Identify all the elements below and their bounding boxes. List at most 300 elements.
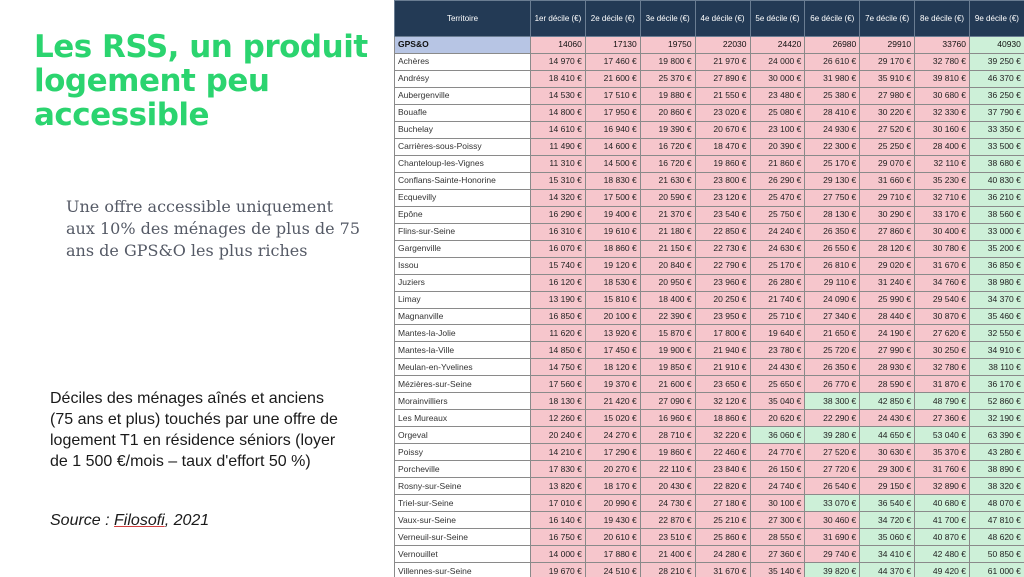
territory-name: GPS&O	[395, 37, 531, 54]
decile-2-value: 17 880 €	[585, 546, 640, 563]
decile-3-value: 19750	[640, 37, 695, 54]
decile-7-value: 28 590 €	[860, 376, 915, 393]
decile-3-value: 19 390 €	[640, 121, 695, 138]
decile-6-value: 31 690 €	[805, 529, 860, 546]
decile-8-value: 42 480 €	[915, 546, 970, 563]
decile-3-value: 23 510 €	[640, 529, 695, 546]
territory-name: Bouafle	[395, 104, 531, 121]
decile-6-value: 33 070 €	[805, 495, 860, 512]
decile-5-value: 35 040 €	[750, 393, 805, 410]
decile-3-value: 19 860 €	[640, 444, 695, 461]
decile-5-value: 24420	[750, 37, 805, 54]
header-decile-6: 6e décile (€)	[805, 1, 860, 37]
decile-3-value: 21 150 €	[640, 240, 695, 257]
territory-name: Conflans-Sainte-Honorine	[395, 172, 531, 189]
decile-7-value: 36 540 €	[860, 495, 915, 512]
decile-6-value: 22 290 €	[805, 410, 860, 427]
decile-6-value: 26 770 €	[805, 376, 860, 393]
decile-1-value: 15 310 €	[531, 172, 586, 189]
decile-3-value: 20 590 €	[640, 189, 695, 206]
territory-name: Magnanville	[395, 308, 531, 325]
territory-name: Verneuil-sur-Seine	[395, 529, 531, 546]
decile-1-value: 12 260 €	[531, 410, 586, 427]
decile-2-value: 20 100 €	[585, 308, 640, 325]
decile-8-value: 32 780 €	[915, 359, 970, 376]
decile-2-value: 17 450 €	[585, 342, 640, 359]
decile-1-value: 18 410 €	[531, 70, 586, 87]
decile-8-value: 31 670 €	[915, 257, 970, 274]
decile-7-value: 25 250 €	[860, 138, 915, 155]
territory-name: Achères	[395, 53, 531, 70]
territory-name: Ecquevilly	[395, 189, 531, 206]
decile-5-value: 25 080 €	[750, 104, 805, 121]
decile-7-value: 31 240 €	[860, 274, 915, 291]
decile-3-value: 18 400 €	[640, 291, 695, 308]
source-suffix: , 2021	[164, 512, 210, 529]
decile-5-value: 36 060 €	[750, 427, 805, 444]
decile-8-value: 28 400 €	[915, 138, 970, 155]
decile-8-value: 32 330 €	[915, 104, 970, 121]
table-row	[395, 376, 1024, 393]
decile-1-value: 16 290 €	[531, 206, 586, 223]
decile-6-value: 26 810 €	[805, 257, 860, 274]
decile-2-value: 19 430 €	[585, 512, 640, 529]
decile-3-value: 15 870 €	[640, 325, 695, 342]
decile-1-value: 17 560 €	[531, 376, 586, 393]
decile-6-value: 21 650 €	[805, 325, 860, 342]
decile-3-value: 20 840 €	[640, 257, 695, 274]
territory-name: Mantes-la-Jolie	[395, 325, 531, 342]
decile-9-value: 50 850 €	[970, 546, 1024, 563]
decile-9-value: 33 500 €	[970, 138, 1024, 155]
territory-name: Flins-sur-Seine	[395, 223, 531, 240]
decile-3-value: 24 730 €	[640, 495, 695, 512]
decile-1-value: 14 800 €	[531, 104, 586, 121]
decile-8-value: 30 160 €	[915, 121, 970, 138]
decile-9-value: 63 390 €	[970, 427, 1024, 444]
territory-name: Les Mureaux	[395, 410, 531, 427]
table-header-row	[395, 1, 1024, 37]
decile-6-value: 25 720 €	[805, 342, 860, 359]
decile-3-value: 21 630 €	[640, 172, 695, 189]
decile-8-value: 30 780 €	[915, 240, 970, 257]
decile-4-value: 20 670 €	[695, 121, 750, 138]
decile-2-value: 24 270 €	[585, 427, 640, 444]
decile-2-value: 20 270 €	[585, 461, 640, 478]
decile-8-value: 48 790 €	[915, 393, 970, 410]
decile-5-value: 23 480 €	[750, 87, 805, 104]
decile-5-value: 24 630 €	[750, 240, 805, 257]
decile-7-value: 44 370 €	[860, 563, 915, 577]
decile-1-value: 16 310 €	[531, 223, 586, 240]
decile-8-value: 34 760 €	[915, 274, 970, 291]
decile-6-value: 24 930 €	[805, 121, 860, 138]
territory-name: Limay	[395, 291, 531, 308]
decile-2-value: 17 460 €	[585, 53, 640, 70]
territory-name: Gargenville	[395, 240, 531, 257]
decile-8-value: 40 870 €	[915, 529, 970, 546]
decile-4-value: 22 460 €	[695, 444, 750, 461]
decile-9-value: 34 910 €	[970, 342, 1024, 359]
table-row	[395, 393, 1024, 410]
decile-9-value: 38 890 €	[970, 461, 1024, 478]
decile-8-value: 49 420 €	[915, 563, 970, 577]
decile-9-value: 40 830 €	[970, 172, 1024, 189]
decile-6-value: 27 750 €	[805, 189, 860, 206]
table-row	[395, 172, 1024, 189]
decile-9-value: 36 250 €	[970, 87, 1024, 104]
decile-1-value: 16 120 €	[531, 274, 586, 291]
decile-1-value: 14 530 €	[531, 87, 586, 104]
decile-5-value: 24 240 €	[750, 223, 805, 240]
decile-2-value: 18 530 €	[585, 274, 640, 291]
decile-4-value: 27 180 €	[695, 495, 750, 512]
decile-table	[394, 0, 1024, 577]
decile-8-value: 33 170 €	[915, 206, 970, 223]
decile-4-value: 32 120 €	[695, 393, 750, 410]
decile-1-value: 14060	[531, 37, 586, 54]
decile-7-value: 25 990 €	[860, 291, 915, 308]
decile-9-value: 38 320 €	[970, 478, 1024, 495]
decile-3-value: 20 430 €	[640, 478, 695, 495]
decile-9-value: 32 190 €	[970, 410, 1024, 427]
table-row	[395, 427, 1024, 444]
decile-9-value: 48 070 €	[970, 495, 1024, 512]
table-row	[395, 87, 1024, 104]
decile-6-value: 24 090 €	[805, 291, 860, 308]
header-decile-4: 4e décile (€)	[695, 1, 750, 37]
decile-3-value: 22 870 €	[640, 512, 695, 529]
table-row	[395, 189, 1024, 206]
decile-7-value: 30 220 €	[860, 104, 915, 121]
decile-6-value: 27 520 €	[805, 444, 860, 461]
decile-6-value: 26 610 €	[805, 53, 860, 70]
decile-8-value: 30 400 €	[915, 223, 970, 240]
table-row	[395, 155, 1024, 172]
decile-3-value: 20 860 €	[640, 104, 695, 121]
decile-3-value: 22 110 €	[640, 461, 695, 478]
territory-name: Epône	[395, 206, 531, 223]
decile-4-value: 22 790 €	[695, 257, 750, 274]
decile-2-value: 19 610 €	[585, 223, 640, 240]
decile-5-value: 23 780 €	[750, 342, 805, 359]
decile-7-value: 29 300 €	[860, 461, 915, 478]
header-decile-2: 2e décile (€)	[585, 1, 640, 37]
decile-1-value: 11 310 €	[531, 155, 586, 172]
decile-1-value: 11 620 €	[531, 325, 586, 342]
territory-name: Aubergenville	[395, 87, 531, 104]
table-row	[395, 53, 1024, 70]
decile-5-value: 25 750 €	[750, 206, 805, 223]
decile-5-value: 20 390 €	[750, 138, 805, 155]
decile-6-value: 29 130 €	[805, 172, 860, 189]
header-decile-8: 8e décile (€)	[915, 1, 970, 37]
decile-2-value: 19 370 €	[585, 376, 640, 393]
decile-6-value: 25 380 €	[805, 87, 860, 104]
decile-1-value: 16 750 €	[531, 529, 586, 546]
decile-4-value: 23 950 €	[695, 308, 750, 325]
territory-name: Juziers	[395, 274, 531, 291]
decile-7-value: 24 430 €	[860, 410, 915, 427]
decile-4-value: 27 890 €	[695, 70, 750, 87]
decile-3-value: 21 600 €	[640, 376, 695, 393]
decile-9-value: 61 000 €	[970, 563, 1024, 577]
decile-5-value: 35 140 €	[750, 563, 805, 577]
territory-name: Vernouillet	[395, 546, 531, 563]
decile-9-value: 39 250 €	[970, 53, 1024, 70]
decile-9-value: 36 850 €	[970, 257, 1024, 274]
decile-7-value: 27 860 €	[860, 223, 915, 240]
decile-4-value: 25 210 €	[695, 512, 750, 529]
decile-3-value: 25 370 €	[640, 70, 695, 87]
decile-3-value: 16 720 €	[640, 155, 695, 172]
decile-table-container	[394, 0, 1024, 577]
decile-1-value: 14 210 €	[531, 444, 586, 461]
decile-1-value: 14 000 €	[531, 546, 586, 563]
source-prefix: Source :	[50, 512, 115, 529]
table-row	[395, 461, 1024, 478]
decile-9-value: 38 110 €	[970, 359, 1024, 376]
decile-6-value: 26 540 €	[805, 478, 860, 495]
decile-6-value: 26 550 €	[805, 240, 860, 257]
decile-2-value: 17130	[585, 37, 640, 54]
decile-5-value: 23 100 €	[750, 121, 805, 138]
decile-1-value: 18 130 €	[531, 393, 586, 410]
decile-8-value: 32 890 €	[915, 478, 970, 495]
decile-6-value: 25 170 €	[805, 155, 860, 172]
decile-7-value: 28 440 €	[860, 308, 915, 325]
decile-1-value: 15 740 €	[531, 257, 586, 274]
decile-4-value: 22 850 €	[695, 223, 750, 240]
decile-8-value: 31 760 €	[915, 461, 970, 478]
decile-7-value: 28 120 €	[860, 240, 915, 257]
decile-7-value: 44 650 €	[860, 427, 915, 444]
decile-2-value: 18 830 €	[585, 172, 640, 189]
decile-5-value: 28 550 €	[750, 529, 805, 546]
table-row	[395, 257, 1024, 274]
decile-2-value: 19 120 €	[585, 257, 640, 274]
decile-4-value: 23 840 €	[695, 461, 750, 478]
decile-7-value: 29 150 €	[860, 478, 915, 495]
decile-2-value: 17 290 €	[585, 444, 640, 461]
decile-8-value: 35 230 €	[915, 172, 970, 189]
decile-9-value: 47 810 €	[970, 512, 1024, 529]
decile-8-value: 41 700 €	[915, 512, 970, 529]
territory-name: Triel-sur-Seine	[395, 495, 531, 512]
header-decile-7: 7e décile (€)	[860, 1, 915, 37]
decile-1-value: 14 320 €	[531, 189, 586, 206]
decile-3-value: 16 960 €	[640, 410, 695, 427]
decile-6-value: 28 410 €	[805, 104, 860, 121]
decile-5-value: 25 170 €	[750, 257, 805, 274]
decile-4-value: 17 800 €	[695, 325, 750, 342]
header-decile-1: 1er décile (€)	[531, 1, 586, 37]
decile-8-value: 31 870 €	[915, 376, 970, 393]
decile-4-value: 23 800 €	[695, 172, 750, 189]
table-row	[395, 546, 1024, 563]
decile-6-value: 38 300 €	[805, 393, 860, 410]
decile-4-value: 31 670 €	[695, 563, 750, 577]
decile-3-value: 16 720 €	[640, 138, 695, 155]
decile-1-value: 14 610 €	[531, 121, 586, 138]
decile-2-value: 19 400 €	[585, 206, 640, 223]
decile-4-value: 18 860 €	[695, 410, 750, 427]
decile-8-value: 27 620 €	[915, 325, 970, 342]
decile-5-value: 27 300 €	[750, 512, 805, 529]
table-row	[395, 70, 1024, 87]
decile-7-value: 34 410 €	[860, 546, 915, 563]
decile-1-value: 20 240 €	[531, 427, 586, 444]
decile-5-value: 24 000 €	[750, 53, 805, 70]
decile-3-value: 21 180 €	[640, 223, 695, 240]
decile-5-value: 30 000 €	[750, 70, 805, 87]
decile-2-value: 14 500 €	[585, 155, 640, 172]
decile-6-value: 26 350 €	[805, 359, 860, 376]
decile-6-value: 30 460 €	[805, 512, 860, 529]
table-row	[395, 223, 1024, 240]
territory-name: Vaux-sur-Seine	[395, 512, 531, 529]
decile-4-value: 23 960 €	[695, 274, 750, 291]
decile-8-value: 40 680 €	[915, 495, 970, 512]
territory-name: Chanteloup-les-Vignes	[395, 155, 531, 172]
decile-4-value: 20 250 €	[695, 291, 750, 308]
source-name: Filosofi	[114, 512, 165, 529]
decile-1-value: 19 670 €	[531, 563, 586, 577]
decile-3-value: 22 390 €	[640, 308, 695, 325]
slide-title: Les RSS, un produit logement peu accessible	[34, 29, 368, 133]
decile-6-value: 28 130 €	[805, 206, 860, 223]
decile-2-value: 15 810 €	[585, 291, 640, 308]
decile-4-value: 22 730 €	[695, 240, 750, 257]
decile-8-value: 32 110 €	[915, 155, 970, 172]
decile-5-value: 20 620 €	[750, 410, 805, 427]
decile-5-value: 25 650 €	[750, 376, 805, 393]
decile-4-value: 22030	[695, 37, 750, 54]
decile-3-value: 19 800 €	[640, 53, 695, 70]
slide-subtitle: Une offre accessible uniquement aux 10% des ménages de plus de 75 ans de GPS&O les plus riches	[66, 197, 361, 260]
decile-4-value: 21 970 €	[695, 53, 750, 70]
table-row	[395, 342, 1024, 359]
decile-5-value: 25 710 €	[750, 308, 805, 325]
decile-6-value: 27 340 €	[805, 308, 860, 325]
territory-name: Morainvilliers	[395, 393, 531, 410]
decile-4-value: 25 860 €	[695, 529, 750, 546]
decile-9-value: 38 680 €	[970, 155, 1024, 172]
decile-2-value: 17 500 €	[585, 189, 640, 206]
decile-5-value: 27 360 €	[750, 546, 805, 563]
decile-7-value: 29 070 €	[860, 155, 915, 172]
decile-8-value: 53 040 €	[915, 427, 970, 444]
decile-9-value: 40930	[970, 37, 1024, 54]
table-row	[395, 444, 1024, 461]
decile-9-value: 43 280 €	[970, 444, 1024, 461]
territory-name: Andrésy	[395, 70, 531, 87]
decile-5-value: 24 430 €	[750, 359, 805, 376]
decile-1-value: 11 490 €	[531, 138, 586, 155]
territory-name: Issou	[395, 257, 531, 274]
table-row	[395, 325, 1024, 342]
decile-2-value: 20 610 €	[585, 529, 640, 546]
territory-name: Orgeval	[395, 427, 531, 444]
decile-3-value: 27 090 €	[640, 393, 695, 410]
decile-3-value: 28 710 €	[640, 427, 695, 444]
decile-5-value: 25 470 €	[750, 189, 805, 206]
decile-4-value: 23 540 €	[695, 206, 750, 223]
decile-2-value: 21 420 €	[585, 393, 640, 410]
decile-4-value: 23 020 €	[695, 104, 750, 121]
header-decile-3: 3e décile (€)	[640, 1, 695, 37]
decile-6-value: 39 280 €	[805, 427, 860, 444]
header-decile-5: 5e décile (€)	[750, 1, 805, 37]
decile-8-value: 29 540 €	[915, 291, 970, 308]
table-description: Déciles des ménages aînés et anciens (75 ans et plus) touchés par une offre de logement T1 en résidence séniors (loyer de 1 500 €/mois – taux d'effort 50 %)	[50, 390, 338, 470]
territory-name: Rosny-sur-Seine	[395, 478, 531, 495]
table-row	[395, 359, 1024, 376]
decile-9-value: 46 370 €	[970, 70, 1024, 87]
header-decile-9: 9e décile (€)	[970, 1, 1024, 37]
decile-2-value: 14 600 €	[585, 138, 640, 155]
decile-2-value: 24 510 €	[585, 563, 640, 577]
table-row	[395, 121, 1024, 138]
decile-7-value: 29 020 €	[860, 257, 915, 274]
decile-4-value: 23 120 €	[695, 189, 750, 206]
decile-3-value: 19 880 €	[640, 87, 695, 104]
territory-name: Poissy	[395, 444, 531, 461]
decile-4-value: 19 860 €	[695, 155, 750, 172]
decile-1-value: 13 820 €	[531, 478, 586, 495]
table-row	[395, 478, 1024, 495]
decile-7-value: 29 710 €	[860, 189, 915, 206]
territory-name: Villennes-sur-Seine	[395, 563, 531, 577]
decile-6-value: 29 110 €	[805, 274, 860, 291]
decile-9-value: 36 170 €	[970, 376, 1024, 393]
decile-5-value: 19 640 €	[750, 325, 805, 342]
decile-3-value: 20 950 €	[640, 274, 695, 291]
decile-6-value: 27 720 €	[805, 461, 860, 478]
decile-3-value: 19 850 €	[640, 359, 695, 376]
decile-4-value: 18 470 €	[695, 138, 750, 155]
table-row	[395, 240, 1024, 257]
decile-2-value: 18 120 €	[585, 359, 640, 376]
decile-8-value: 35 370 €	[915, 444, 970, 461]
decile-6-value: 31 980 €	[805, 70, 860, 87]
decile-9-value: 52 860 €	[970, 393, 1024, 410]
decile-7-value: 30 290 €	[860, 206, 915, 223]
decile-5-value: 30 100 €	[750, 495, 805, 512]
decile-1-value: 16 850 €	[531, 308, 586, 325]
decile-6-value: 29 740 €	[805, 546, 860, 563]
decile-2-value: 20 990 €	[585, 495, 640, 512]
decile-1-value: 13 190 €	[531, 291, 586, 308]
decile-8-value: 30 250 €	[915, 342, 970, 359]
territory-name: Mézières-sur-Seine	[395, 376, 531, 393]
decile-7-value: 28 930 €	[860, 359, 915, 376]
decile-8-value: 32 710 €	[915, 189, 970, 206]
table-row	[395, 308, 1024, 325]
decile-4-value: 24 280 €	[695, 546, 750, 563]
decile-9-value: 35 460 €	[970, 308, 1024, 325]
decile-7-value: 35 060 €	[860, 529, 915, 546]
decile-9-value: 48 620 €	[970, 529, 1024, 546]
decile-2-value: 15 020 €	[585, 410, 640, 427]
decile-6-value: 39 820 €	[805, 563, 860, 577]
table-row-total	[395, 37, 1024, 54]
source-note	[50, 512, 350, 530]
table-row	[395, 529, 1024, 546]
decile-1-value: 17 830 €	[531, 461, 586, 478]
territory-name: Mantes-la-Ville	[395, 342, 531, 359]
territory-name: Meulan-en-Yvelines	[395, 359, 531, 376]
